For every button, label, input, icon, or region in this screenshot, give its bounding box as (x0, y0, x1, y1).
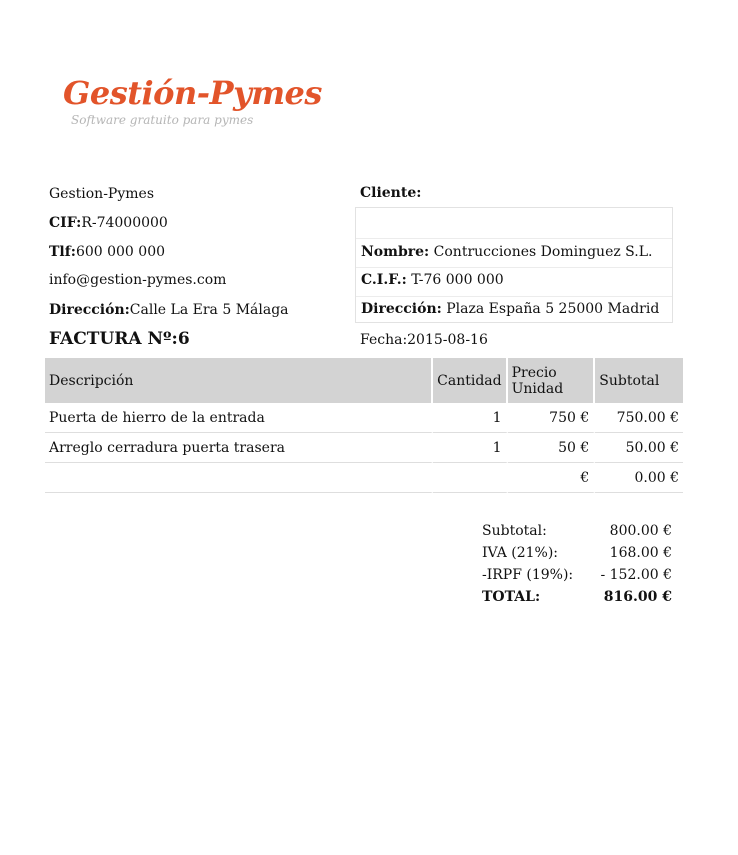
client-address-value: Plaza España 5 25000 Madrid (446, 301, 660, 317)
logo-title: Gestión-Pymes (63, 74, 322, 112)
cell-unit-price: 50 € (508, 433, 596, 463)
totals-iva-value: 168.00 € (609, 545, 672, 561)
client-name (361, 244, 652, 260)
items-table (45, 358, 683, 493)
issuer-phone (49, 244, 165, 260)
cell-description: Arreglo cerradura puerta trasera (45, 433, 433, 463)
totals-iva-label: IVA (21%): (482, 545, 559, 561)
invoice-title: FACTURA Nº:6 (49, 329, 190, 349)
header-unit-price-line2: Unidad (511, 380, 564, 397)
issuer-phone-label: Tlf: (49, 244, 76, 260)
client-box-divider (356, 238, 672, 239)
table-row (45, 463, 683, 493)
table-header-row (45, 358, 683, 403)
client-cif-label: C.I.F.: (361, 272, 407, 288)
totals-subtotal-value: 800.00 € (609, 523, 672, 539)
issuer-email: info@gestion-pymes.com (49, 272, 227, 288)
totals-irpf-label: -IRPF (19%): (482, 567, 574, 583)
cell-quantity: 1 (433, 403, 507, 433)
issuer-cif-label: CIF: (49, 215, 82, 231)
table-row (45, 433, 683, 463)
company-logo (63, 73, 322, 127)
header-unit-price (508, 358, 596, 403)
table-row (45, 403, 683, 433)
issuer-address (49, 302, 289, 318)
totals-total-label: TOTAL: (482, 589, 541, 605)
header-unit-price-line1: Precio (511, 364, 557, 381)
cell-quantity: 1 (433, 433, 507, 463)
issuer-address-value: Calle La Era 5 Málaga (129, 302, 289, 318)
client-name-value: Contrucciones Dominguez S.L. (433, 244, 653, 260)
issuer-phone-value: 600 000 000 (75, 244, 166, 260)
header-description: Descripción (45, 358, 433, 403)
client-name-label: Nombre: (361, 244, 430, 260)
cell-description: Puerta de hierro de la entrada (45, 403, 433, 433)
client-cif (361, 272, 504, 288)
header-subtotal: Subtotal (595, 358, 683, 403)
totals-subtotal-label: Subtotal: (482, 523, 547, 539)
client-cif-value: T-76 000 000 (411, 272, 504, 288)
totals-total-value: 816.00 € (603, 589, 672, 605)
totals-subtotal-row (482, 520, 672, 542)
client-heading: Cliente: (360, 185, 422, 201)
issuer-address-label: Dirección: (49, 302, 130, 318)
client-box-divider (356, 267, 672, 268)
header-quantity: Cantidad (433, 358, 507, 403)
cell-subtotal: 750.00 € (595, 403, 683, 433)
client-address-label: Dirección: (361, 301, 442, 317)
totals-irpf-row (482, 564, 672, 586)
cell-unit-price: € (508, 463, 596, 493)
invoice-date: Fecha:2015-08-16 (360, 332, 488, 348)
totals-block (482, 520, 672, 608)
issuer-name: Gestion-Pymes (49, 186, 155, 202)
totals-total-row (482, 586, 672, 608)
totals-iva-row (482, 542, 672, 564)
logo-tagline: Software gratuito para pymes (71, 113, 254, 127)
cell-quantity (433, 463, 507, 493)
client-address (361, 301, 659, 317)
issuer-cif-value: R-74000000 (81, 215, 168, 231)
cell-subtotal: 50.00 € (595, 433, 683, 463)
totals-irpf-value: - 152.00 € (600, 567, 672, 583)
issuer-cif (49, 215, 168, 231)
cell-subtotal: 0.00 € (595, 463, 683, 493)
cell-unit-price: 750 € (508, 403, 596, 433)
client-box-divider (356, 296, 672, 297)
cell-description (45, 463, 433, 493)
